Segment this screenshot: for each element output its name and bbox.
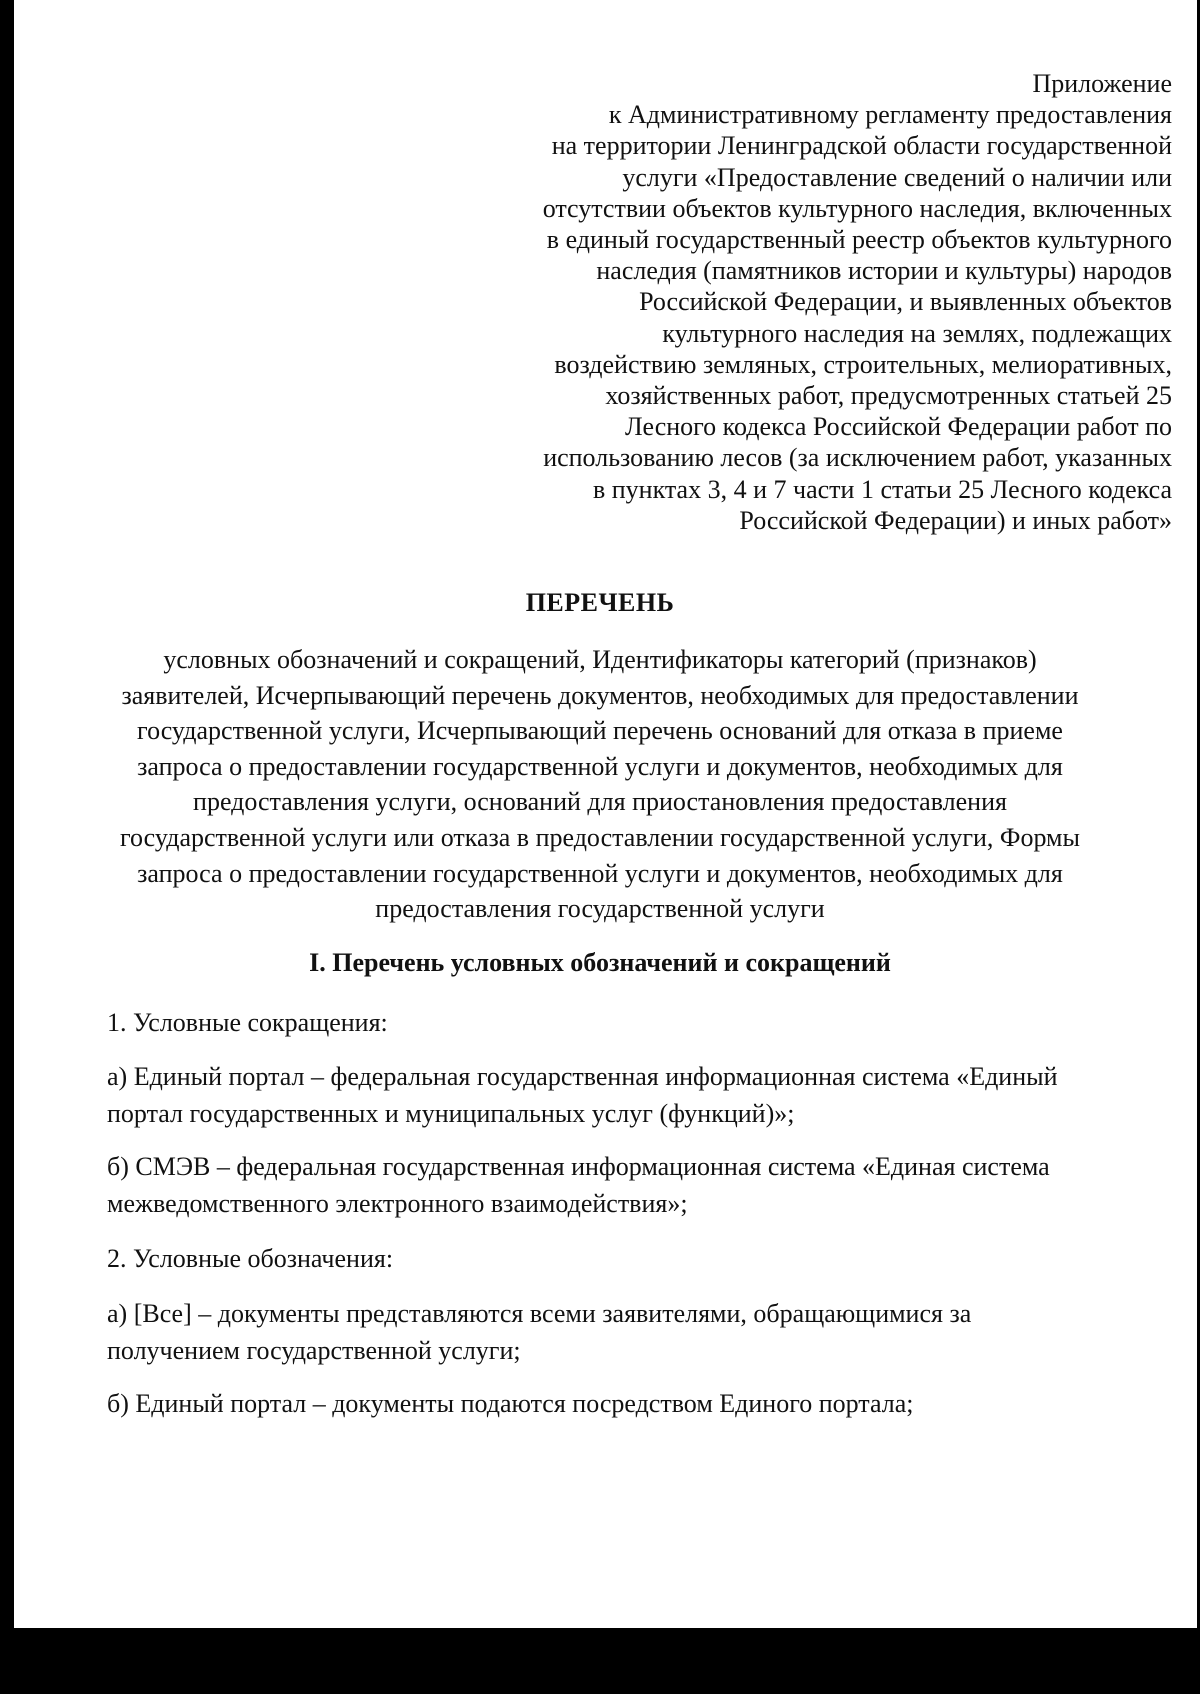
appendix-line: на территории Ленинградской области государственной xyxy=(551,131,1172,161)
paragraph-designation-all xyxy=(107,1295,1177,1369)
appendix-note xyxy=(412,68,1172,536)
appendix-line: услуги «Предоставление сведений о наличии или xyxy=(622,162,1172,192)
paragraph-line: б) СМЭВ – федеральная государственная информационная система «Единая система xyxy=(107,1152,1050,1181)
appendix-line: Российской Федерации, и выявленных объектов xyxy=(639,287,1172,317)
paragraph-line: межведомственного электронного взаимодействия»; xyxy=(107,1189,688,1218)
appendix-line: использованию лесов (за исключением работ, указанных xyxy=(543,443,1172,473)
scan-border-bottom xyxy=(0,1628,1200,1694)
document-subtitle xyxy=(40,642,1160,927)
paragraph-line: получением государственной услуги; xyxy=(107,1336,521,1365)
subtitle-line: государственной услуги, Исчерпывающий перечень оснований для отказа в приеме xyxy=(137,716,1063,746)
paragraph-designations-heading xyxy=(107,1240,1177,1277)
paragraph-abbreviations-heading xyxy=(107,1004,1177,1041)
subtitle-line: предоставления услуги, оснований для приостановления предоставления xyxy=(193,787,1007,817)
paragraph-abbreviation-smev xyxy=(107,1148,1177,1222)
subtitle-line: государственной услуги или отказа в предоставлении государственной услуги, Формы xyxy=(120,822,1080,852)
scan-border-left xyxy=(0,0,14,1694)
appendix-line: Приложение xyxy=(1032,69,1172,98)
appendix-line: воздействию земляных, строительных, мелиоративных, xyxy=(554,349,1172,379)
paragraph-line: 2. Условные обозначения: xyxy=(107,1244,394,1273)
appendix-line: в пунктах 3, 4 и 7 части 1 статьи 25 Лесного кодекса xyxy=(592,474,1172,504)
appendix-line: Российской Федерации) и иных работ» xyxy=(739,505,1172,535)
paragraph-designation-portal xyxy=(107,1385,1177,1422)
subtitle-line: заявителей, Исчерпывающий перечень документов, необходимых для предоставлении xyxy=(121,680,1079,710)
paragraph-abbreviation-portal xyxy=(107,1058,1177,1132)
document-title: ПЕРЕЧЕНЬ xyxy=(525,588,675,617)
appendix-line: Лесного кодекса Российской Федерации работ по xyxy=(625,412,1172,442)
appendix-line: отсутствии объектов культурного наследия, включенных xyxy=(542,193,1172,223)
paragraph-line: портал государственных и муниципальных услуг (функций)»; xyxy=(107,1099,795,1128)
subtitle-line: условных обозначений и сокращений, Идентификаторы категорий (признаков) xyxy=(163,645,1037,674)
subtitle-line: запроса о предоставлении государственной услуги и документов, необходимых для xyxy=(137,751,1063,781)
appendix-line: наследия (памятников истории и культуры) народов xyxy=(596,256,1172,286)
paragraph-line: 1. Условные сокращения: xyxy=(107,1008,388,1037)
appendix-line: в единый государственный реестр объектов культурного xyxy=(546,225,1172,255)
section-heading: I. Перечень условных обозначений и сокращений xyxy=(309,948,891,977)
appendix-line: культурного наследия на землях, подлежащих xyxy=(662,318,1172,348)
paragraph-line: б) Единый портал – документы подаются посредством Единого портала; xyxy=(107,1389,914,1418)
paragraph-line: а) Единый портал – федеральная государственная информационная система «Единый xyxy=(107,1062,1058,1091)
paragraph-line: а) [Все] – документы представляются всеми заявителями, обращающимися за xyxy=(107,1299,972,1328)
subtitle-line: предоставления государственной услуги xyxy=(375,894,825,924)
subtitle-line: запроса о предоставлении государственной услуги и документов, необходимых для xyxy=(137,858,1063,888)
appendix-line: к Административному регламенту предоставления xyxy=(608,100,1172,130)
appendix-line: хозяйственных работ, предусмотренных статьей 25 xyxy=(605,381,1172,411)
